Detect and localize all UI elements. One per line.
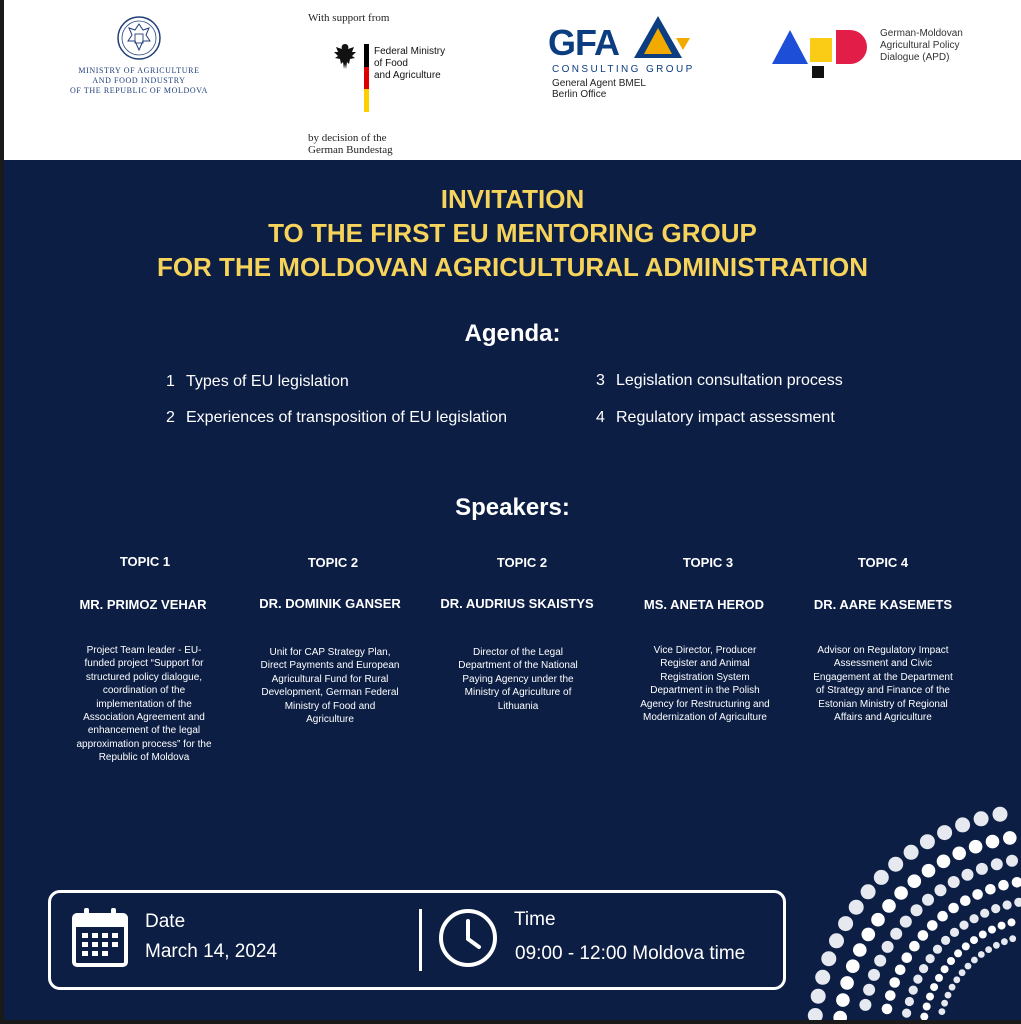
decorative-dot xyxy=(937,911,948,922)
decorative-dot xyxy=(988,926,996,934)
title-line-2: TO THE FIRST EU MENTORING GROUP xyxy=(268,218,757,248)
agenda-item xyxy=(596,372,843,390)
decorative-dot xyxy=(900,916,912,928)
decorative-dot xyxy=(861,884,876,899)
date-time-box xyxy=(48,890,786,990)
decorative-dot xyxy=(920,1013,928,1020)
decorative-dot xyxy=(926,954,935,963)
decorative-dot xyxy=(918,930,929,941)
decorative-dot xyxy=(970,914,979,923)
support-text: With support from xyxy=(308,12,390,24)
ministry-logo xyxy=(54,14,224,96)
decorative-dot xyxy=(935,974,943,982)
time-label: Time xyxy=(514,909,556,930)
decorative-dot xyxy=(959,969,966,976)
decorative-dot xyxy=(922,864,936,878)
invitation-page xyxy=(4,0,1021,1020)
speaker-name: DR. AARE KASEMETS xyxy=(813,597,953,612)
time-value: 09:00 - 12:00 Moldova time xyxy=(515,943,746,964)
title-line-3: FOR THE MOLDOVAN AGRICULTURAL ADMINISTRATION xyxy=(156,252,869,282)
decorative-dot xyxy=(815,970,830,985)
decorative-dot xyxy=(972,889,983,900)
clock-icon xyxy=(437,907,499,969)
decorative-dot xyxy=(888,857,903,872)
date-label: Date xyxy=(145,911,186,932)
decorative-dot xyxy=(952,847,966,861)
decorative-dot xyxy=(986,835,1000,849)
decorative-dot xyxy=(965,963,972,970)
decorative-dot xyxy=(890,928,902,940)
decorative-dot xyxy=(941,936,950,945)
decorative-dot xyxy=(985,884,996,895)
agenda-item-number: 2 xyxy=(166,409,175,426)
agenda-item-number: 3 xyxy=(596,372,605,389)
speaker-description: Advisor on Regulatory Impact Assessment and Civic Engagement at the Department of Strategy and Finance of the Estonian Ministry of Regional Affairs and Agriculture xyxy=(813,645,953,724)
speaker-description: Vice Director, Producer Register and Animal Registration System Department in the Polish Agency for Restructuring and Modernization of Agriculture xyxy=(640,645,770,724)
speaker-topic: TOPIC 2 xyxy=(307,555,359,570)
decorative-dot xyxy=(808,1008,823,1020)
decorative-dot xyxy=(1003,831,1017,845)
gfa-agent: General Agent BMEL Berlin Office xyxy=(552,78,646,100)
decorative-dot xyxy=(937,825,952,840)
agenda-item xyxy=(166,373,349,391)
decorative-dot xyxy=(945,992,952,999)
calendar-icon xyxy=(71,907,129,969)
decorative-dot xyxy=(838,916,853,931)
decorative-dot xyxy=(919,964,928,973)
decorative-dot xyxy=(1006,855,1018,867)
decorative-dot xyxy=(948,903,959,914)
decorative-dot xyxy=(941,1000,948,1007)
apd-logo-icon xyxy=(770,24,874,82)
federal-ministry-name: Federal Ministry of Food and Agriculture xyxy=(374,46,446,81)
decorative-dot xyxy=(998,922,1006,930)
decorative-dot xyxy=(950,928,959,937)
speaker-topic: TOPIC 4 xyxy=(857,555,909,570)
speaker-description: Unit for CAP Strategy Plan, Direct Payments and European Agricultural Fund for Rural Development, German Federal Ministry of Food and Agriculture xyxy=(260,647,400,726)
speakers-heading: Speakers: xyxy=(455,494,570,521)
decorative-dot xyxy=(908,874,922,888)
agenda-item xyxy=(166,409,507,427)
decorative-dot xyxy=(904,845,919,860)
decorative-dot xyxy=(868,969,880,981)
gfa-triangle-icon xyxy=(630,14,692,62)
decorative-dot xyxy=(939,1008,946,1015)
agenda-item-number: 1 xyxy=(166,373,175,390)
decorative-dot xyxy=(833,1011,847,1020)
decorative-dot xyxy=(811,989,826,1004)
decorative-dot xyxy=(953,976,960,983)
decorative-dot xyxy=(909,986,918,995)
agenda-item-text: Regulatory impact assessment xyxy=(616,409,835,426)
decorative-dot xyxy=(905,997,914,1006)
decorative-dot xyxy=(821,951,836,966)
decorative-dot xyxy=(926,993,934,1001)
decorative-dot xyxy=(1014,898,1021,907)
agenda-item-text: Legislation consultation process xyxy=(616,372,843,389)
speaker-topic: TOPIC 3 xyxy=(682,555,734,570)
decorative-dot xyxy=(885,990,896,1001)
agenda-item xyxy=(596,409,835,427)
speaker-name: DR. AUDRIUS SKAISTYS xyxy=(440,596,594,611)
decorative-dot xyxy=(993,942,1000,949)
decorative-dot xyxy=(894,886,908,900)
decorative-dot xyxy=(969,840,983,854)
decorative-dot xyxy=(849,900,864,915)
decorative-dot xyxy=(933,945,942,954)
decorative-dot xyxy=(902,952,913,963)
decorative-dot xyxy=(962,869,974,881)
decorative-dot xyxy=(902,1009,911,1018)
decorative-dot xyxy=(978,951,985,958)
decorative-dot xyxy=(955,817,970,832)
dot-arc-decoration xyxy=(804,790,1021,1020)
speaker-description: Director of the Legal Department of the National Paying Agency under the Ministry of Agriculture of Lithuania xyxy=(458,647,578,712)
decorative-dot xyxy=(954,949,962,957)
apd-logo xyxy=(770,24,1000,84)
bundestag-decision: by decision of the German Bundestag xyxy=(308,132,393,156)
speaker-topic: TOPIC 2 xyxy=(496,555,548,570)
decorative-dot xyxy=(991,904,1000,913)
gfa-wordmark: GFA xyxy=(548,22,620,63)
decorative-dot xyxy=(993,807,1008,822)
german-flag-bar xyxy=(364,44,369,112)
decorative-dot xyxy=(874,870,889,885)
decorative-dot xyxy=(980,909,989,918)
speaker-name: DR. DOMINIK GANSER xyxy=(259,596,401,611)
decorative-dot xyxy=(846,959,860,973)
decorative-dot xyxy=(1003,900,1012,909)
decorative-dot xyxy=(959,921,968,930)
speaker-topic: TOPIC 1 xyxy=(119,554,171,569)
decorative-dot xyxy=(991,858,1003,870)
ministry-name: MINISTRY OF AGRICULTURE AND FOOD INDUSTRY OF THE REPUBLIC OF MOLDOVA xyxy=(70,66,208,95)
decorative-dot xyxy=(927,920,938,931)
decorative-dot xyxy=(840,976,854,990)
decorative-dot xyxy=(971,957,978,964)
decorative-dot xyxy=(889,977,900,988)
speaker-name: MR. PRIMOZ VEHAR xyxy=(79,597,207,612)
agenda-item-text: Experiences of transposition of EU legislation xyxy=(186,409,508,426)
decorative-dot xyxy=(970,936,978,944)
decorative-dot xyxy=(829,933,844,948)
decorative-dot xyxy=(974,811,989,826)
decorative-dot xyxy=(976,863,988,875)
decorative-dot xyxy=(947,957,955,965)
decorative-dot xyxy=(1008,918,1016,926)
decorative-dot xyxy=(895,965,906,976)
german-eagle-icon xyxy=(332,42,358,72)
decorative-dot xyxy=(949,984,956,991)
speaker-name: MS. ANETA HEROD xyxy=(643,597,765,612)
decorative-dot xyxy=(882,899,896,913)
decorative-dot xyxy=(871,913,885,927)
logo-header xyxy=(4,0,1021,160)
gfa-logo xyxy=(548,14,708,114)
decorative-dot xyxy=(960,895,971,906)
decorative-dot xyxy=(836,993,850,1007)
decorative-dot xyxy=(937,855,951,869)
decorative-dot xyxy=(863,984,875,996)
decorative-dot xyxy=(862,928,876,942)
agenda-item-text: Types of EU legislation xyxy=(186,373,349,390)
decorative-dot xyxy=(941,965,949,973)
speaker-description: Project Team leader - EU-funded project “Support for structured policy dialogue, coordination of the implementation of the Association Agreement and enhancement of the legal approximation process” for the Republic of Moldova xyxy=(76,645,212,764)
apd-name: German-Moldovan Agricultural Policy Dialogue (APD) xyxy=(880,28,963,63)
decorative-dot xyxy=(1009,935,1016,942)
date-value: March 14, 2024 xyxy=(145,941,278,962)
decorative-dot xyxy=(1001,938,1008,945)
date-time-divider xyxy=(419,909,422,971)
invitation-body xyxy=(4,160,1021,1020)
decorative-dot xyxy=(909,941,920,952)
moldova-coat-of-arms-icon xyxy=(116,14,162,62)
agenda-item-number: 4 xyxy=(596,409,605,426)
decorative-dot xyxy=(930,983,938,991)
decorative-dot xyxy=(853,943,867,957)
gfa-consulting: CONSULTING GROUP xyxy=(552,64,695,75)
decorative-dot xyxy=(874,955,886,967)
decorative-dot xyxy=(923,1003,931,1011)
decorative-dot xyxy=(882,941,894,953)
title-line-1: INVITATION xyxy=(440,184,585,214)
decorative-dot xyxy=(935,884,947,896)
decorative-dot xyxy=(1012,877,1021,888)
decorative-dot xyxy=(920,834,935,849)
decorative-dot xyxy=(913,975,922,984)
decorative-dot xyxy=(882,1004,893,1015)
decorative-dot xyxy=(962,942,970,950)
decorative-dot xyxy=(985,946,992,953)
decorative-dot xyxy=(922,894,934,906)
bmel-logo xyxy=(308,12,478,160)
decorative-dot xyxy=(859,999,871,1011)
decorative-dot xyxy=(998,880,1009,891)
decorative-dot xyxy=(911,904,923,916)
agenda-heading: Agenda: xyxy=(464,320,561,347)
decorative-dot xyxy=(948,876,960,888)
decorative-dot xyxy=(979,931,987,939)
